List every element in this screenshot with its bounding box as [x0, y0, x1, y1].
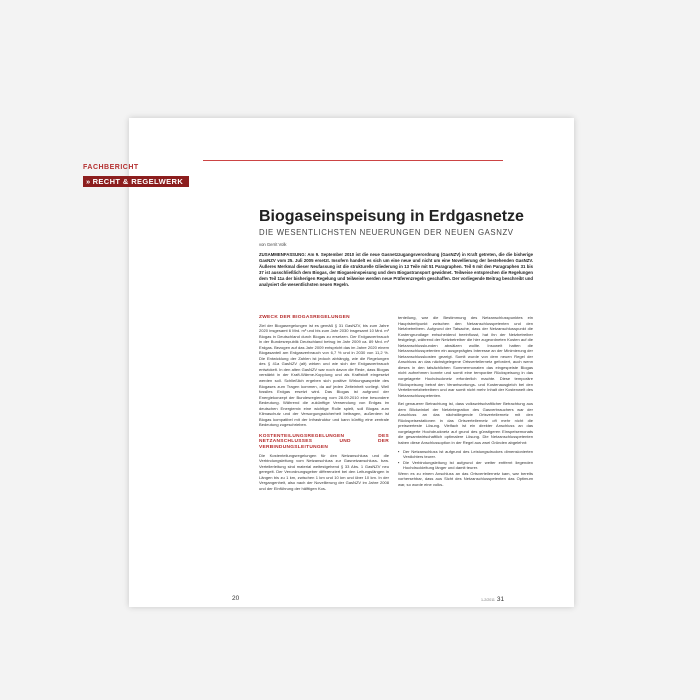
- list-item-text: Die Verbindungsleitung ist aufgrund der weiter entfernt liegenden Hochdruckleitung länger und damit teurer.: [403, 459, 533, 471]
- kicker-rule: [203, 160, 503, 161]
- page-number-left: 20: [232, 595, 240, 602]
- section-heading: KOSTENTEILUNGSREGELUNGEN DES NETZANSCHLUSSES UND DER VERBINDUNGSLEITUNGEN: [259, 433, 389, 451]
- section-kicker: [83, 164, 263, 189]
- list-item: [398, 449, 533, 460]
- list-item-text: Der Netzanschluss ist aufgrund des Leistungsdruckes dimensionierten Verdichters teurer.: [403, 448, 533, 460]
- kicker-section: [83, 176, 189, 187]
- article-subtitle: DIE WESENTLICHSTEN NEUERUNGEN DER NEUEN GASNZV: [259, 228, 514, 237]
- list-item: [398, 460, 533, 471]
- text-column-left: [259, 315, 389, 494]
- article-author: von Gerrit Volk: [259, 242, 287, 247]
- kicker-section-label: RECHT & REGELWERK: [92, 177, 184, 186]
- section-heading: ZWECK DER BIOGASREGELUNGEN: [259, 315, 350, 320]
- body-paragraph: Ziel der Biogasregelungen ist es gemäß § 31 GasNZV, bis zum Jahre 2020 insgesamt 6 Mrd. m³ und bis zum Jahr 2030 insgesamt 10 Mrd. m³ Biogas in Deutschland durch Biogas zu ersetzen. Der Erdgasverbrauch in der Bundesrepublik Deutschland betrug im Jahr 2009 ca. 89 Mrd. m³ Erdgas. Bezogen auf das Jahr 2009 entspricht das im Jahre 2020 einem Biogasanteil am Erdgasverbrauch von 6,7 % und in 2030 von 11,2 %. Die Entwicklung der Zahlen ist jedoch abhängig, wie die Regelungen des § 41a GasNZV (alt) wirken und wie sich der Erdgasverbrauch entwickelt. In den alten GasNZV war noch davon die Rede, dass Biogas verstärkt in der Kraft-Wärme-Kopplung und als Kraftstoff eingesetzt werden soll. Schließlich ergeben sich positive Wirkungsaspekte des Biogases zum Tragen kommen, da auf jeden Zeiteinheit vorliegt. Weil fossiles Erdgas ersetzt wird. Das Biogas ist aufgrund der Energiekonzept der Bundesregierung vom 28.09.2010 eine besondere Bedeutung. Während die zukünftige Verwendung von Erdgas im deutschen Energiemix eine wichtige Rolle spielt, soll Biogas zum Klimaschutz und der Versorgungssicherheit beitragen, außerdem ist Biogas kompatibel mit der Infrastruktur und kann künftig eine zentrale Bedeutung zugeschrieben.: [259, 322, 389, 428]
- article-title: Biogaseinspeisung in Erdgasnetze: [259, 208, 524, 225]
- page-footer-right: [481, 596, 504, 603]
- body-paragraph: Die Kostenteilungsregelungen für den Netzanschluss und die Verbindungsleitung vom Netzanschluss zur Gasnetzanschluss- bzw. Verteilerleitung sind material weitestgehend § 33 Abs. 1 GasNZV neu geregelt. Der Verordnungsgeber differenziert bei den Leitungslängen in Längen bis zu 1 km, zwischen 1 km und 10 km und über 10 km. In der Vergangenheit, also nach der Novellierung der GasNZV im Jahre 2008 und der Einführung der hälftigen Kos-: [259, 452, 389, 491]
- article-lead: ZUSAMMENFASSUNG: Am 9. September 2010 ist die neue Gasnetzzugangsverordnung (GasNZV) in Kraft getreten, die die bisherige GasNZV vom 25. Juli 2005 ersetzt. Insofern handelt es sich um eine neue und nicht um eine Novellierung der bestehenden GasNZV. Äußeres Merkmal dieser Neufassung ist die strukturelle Gliederung in 13 Teile mit 51 Paragraphen. Teil 6 mit den Paragraphen 31 bis 37 ist ausschließlich dem Biogas, der Biogaseinspeisung und dem Biogastransport gewidmet. Teilweise entsprechen die Regelungen dem Teil 11a der bisherigen Regelung und teilweise werden neue Präferenzregeln geschaffen. Der vorliegende Beitrag beschreibt und analysiert die wesentlichsten neuen Regeln.: [259, 252, 533, 287]
- body-paragraph: Wenn es zu einem Anschluss an das Ortsverteilernetz kam, war bereits vorhersehbar, dass aus Sicht des Netzanschlusspetenten das Optimum war, so wurde eine volks-: [398, 470, 533, 487]
- chevron-right-icon: »: [86, 177, 91, 186]
- body-paragraph: Bei genauerer Betrachtung ist, dass volkswirtschaftlicher Betrachtung aus dem Blickwinkel der Netzintegration des Gasverbrauchers war der Anschluss an das nächstliegende Ortsverteilernetz mit den Rückspeisestationen in das Ortsverteilernetz oft mehr nicht die preiswerteste Lösung. Vielfach ist ein direkter Anschluss an das vorgelagerte Hochdrucknetz auf grund des günstigeren Einspeisemonats die gesamtwirtschaftlich optimalere Lösung. Die Netzanschlusspetenten haben diese Anschlussoption in der Regel aus zwei Gründen abgelehnt:: [398, 401, 533, 446]
- body-paragraph: tenteilung, war die Bestimmung des Netzanschlusspunktes ein Hauptstreitpunkt zwischen den Netzanschlusspetenten und den Netzbetreibern. Aufgrund der Tatsache, dass der Netzanschlusspunkt die Kostengrundlage entscheidend beeinflusst, hat ihn der Netzbetreiber festgelegt, während der Netzbetreiber die hier zugeordneten Kosten auf die Netzanschlusskunden abwälzen wollte. Insoweit hatten die Netzanschlusspetenten ein ausgeprägtes Interesse an der Minimierung der Netzanschlusskosten gezeigt. Somit wurde von dem neuen Regel der Anschluss an das nächstgelegene Ortsverteilernetz gefordert, auch wenn dieses in den tatsächlichen Sommermonaten das eingespeiste Biogas nicht aufnehmen konnte und somit eine temporäre Rückspeisung in das vorgelagerte Hochdrucknetz erforderlich machte. Diese temporäre Rückspeisung betraf den Verantwortungs- und Kostenausgleich bei den Verteilernetzbetreibern und war somit nicht mehr Inhalt der Kostenwelt des Netzanschlusspetenten.: [398, 315, 533, 398]
- issue-label: 1-2/2011: [481, 598, 495, 602]
- bullet-icon: ▪: [398, 448, 400, 454]
- bullet-icon: ▪: [398, 459, 400, 465]
- text-column-right: [398, 315, 533, 490]
- kicker-category: FACHBERICHT: [83, 164, 139, 171]
- page-number-right: 31: [496, 596, 505, 603]
